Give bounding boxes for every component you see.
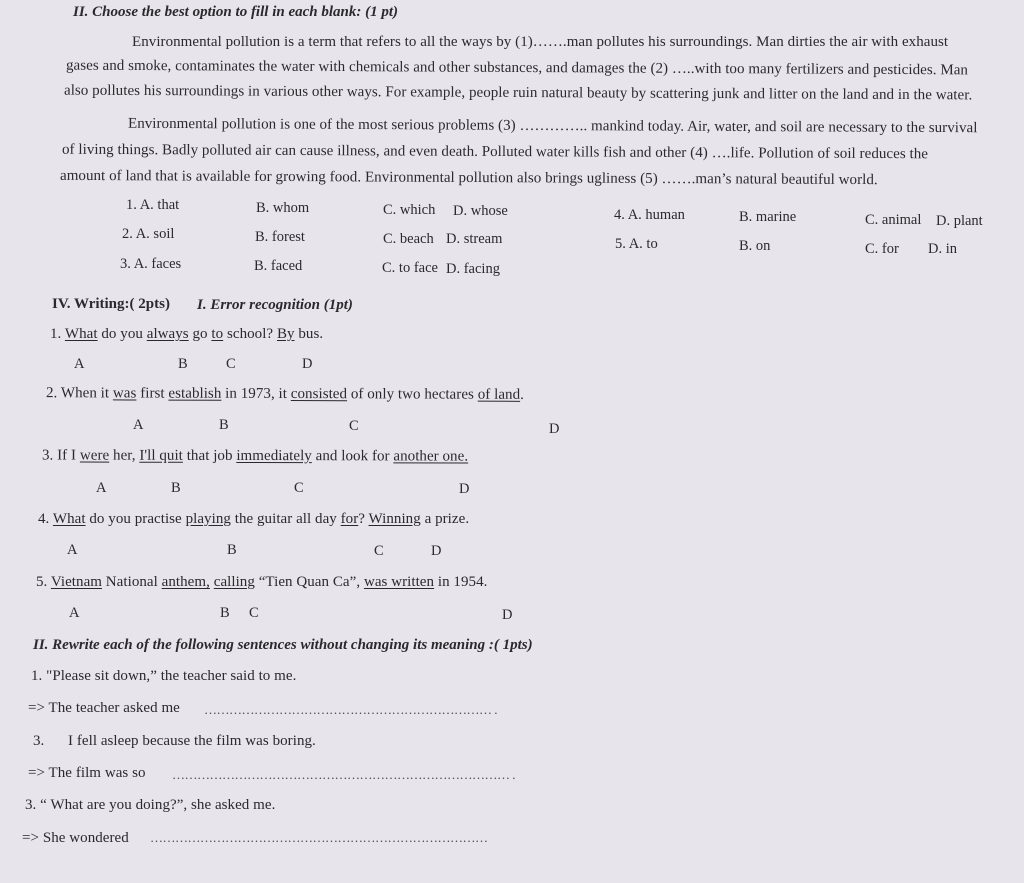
underlined-part-c: for	[340, 511, 359, 527]
passage-line-6: amount of land that is available for growing food. Environmental pollution also brings ugliness (5) …….man’s natural beautiful world.	[59, 167, 878, 189]
rewrite-sentence-1: 1. "Please sit down,” the teacher said to me.	[31, 668, 297, 684]
underlined-part-a: What	[52, 511, 86, 527]
letter-a: A	[133, 417, 144, 433]
rewrite-answer-prompt-3: => She wondered	[22, 830, 129, 846]
option-q4-a: 4. A. human	[614, 207, 685, 223]
option-q4-c: C. animal	[865, 212, 922, 228]
error-recognition-title: I. Error recognition (1pt)	[197, 297, 353, 313]
sentence-text: in 1954.	[434, 574, 488, 590]
underlined-part-b: playing	[185, 511, 231, 527]
rewrite-title-text: II. Rewrite each of the following sentences without changing its meaning :( 1pts)	[33, 637, 533, 653]
underlined-part-a: What	[64, 326, 98, 342]
sentence-text: and look for	[311, 448, 394, 465]
letter-c: C	[294, 480, 304, 496]
option-q2-c: C. beach	[383, 231, 434, 247]
error-sentence-5	[36, 574, 487, 591]
letter-a: A	[67, 542, 78, 558]
letter-b: B	[220, 605, 230, 621]
letter-a: A	[69, 605, 80, 621]
sentence-text: 4.	[38, 511, 53, 527]
sentence-text: of only two hectares	[347, 386, 478, 403]
rewrite-sentence-3: 3. “ What are you doing?”, she asked me.	[25, 797, 276, 813]
sentence-text: bus.	[294, 326, 324, 342]
option-q3-c: C. to face	[382, 260, 438, 276]
underlined-part-a: were	[79, 447, 110, 464]
letter-c: C	[249, 605, 259, 621]
underlined-part-b: anthem,	[161, 574, 210, 590]
underlined-part-d: was written	[363, 574, 435, 590]
error-sentence-4	[38, 511, 469, 528]
option-q2-a: 2. A. soil	[122, 226, 175, 242]
letter-b: B	[171, 480, 181, 496]
sentence-text: .	[520, 386, 524, 403]
passage-line-1: Environmental pollution is a term that refers to all the ways by (1)…….man pollutes his surroundings. Man dirties the air with exhaust	[132, 34, 949, 50]
underlined-part-a: Vietnam	[50, 574, 102, 590]
underlined-part-b: establish	[168, 385, 222, 402]
sentence-text: school?	[223, 326, 277, 342]
letter-a: A	[96, 480, 107, 496]
sentence-text: a prize.	[420, 511, 470, 527]
sentence-text: her,	[109, 447, 140, 464]
sentence-text: go	[188, 326, 212, 342]
underlined-part-a: was	[112, 385, 137, 402]
sentence-text: do you practise	[85, 511, 186, 527]
rewrite-answer-prompt-1: => The teacher asked me	[28, 700, 180, 716]
rewrite-answer-prompt-2: => The film was so	[28, 765, 146, 781]
letter-c: C	[226, 356, 236, 372]
rewrite-sentence-2: I fell asleep because the film was boring.	[68, 733, 316, 749]
sentence-text: in 1973, it	[221, 385, 291, 403]
sentence-text: National	[102, 574, 162, 590]
answer-blank-3[interactable]: ………………………………………………………………………	[150, 830, 488, 845]
sentence-text: 3. If I	[41, 447, 80, 464]
letter-d: D	[431, 543, 442, 559]
option-q3-d: D. facing	[446, 261, 500, 277]
sentence-text: 2. When it	[45, 385, 113, 402]
passage-line-5: of living things. Badly polluted air can cause illness, and even death. Polluted water kills fish and other (4) ….life. Pollution of soil reduces the	[61, 141, 929, 163]
answer-blank-1[interactable]: …………………………………………………………… .	[204, 702, 497, 717]
letter-d: D	[459, 481, 470, 497]
option-q5-a: 5. A. to	[615, 236, 658, 252]
letter-b: B	[227, 542, 237, 558]
letter-c: C	[349, 418, 359, 434]
sentence-text: “Tien Quan Ca”,	[254, 574, 364, 590]
sentence-text: the guitar all day	[230, 511, 341, 527]
option-q1-a: 1. A. that	[126, 197, 180, 213]
letter-d: D	[549, 421, 560, 437]
option-q1-d: D. whose	[453, 203, 508, 219]
option-q1-c: C. which	[383, 202, 436, 218]
underlined-part-c: immediately	[236, 447, 312, 465]
letter-c: C	[374, 543, 384, 559]
underlined-part-b: always	[146, 326, 189, 342]
option-q5-d: D. in	[928, 241, 957, 257]
passage-line-4: Environmental pollution is one of the most serious problems (3) ………….. mankind today. Air, water, and soil are necessary to the survival	[127, 115, 978, 137]
sentence-text: first	[136, 385, 169, 402]
letter-b: B	[219, 417, 229, 433]
option-q4-b: B. marine	[739, 209, 797, 225]
sentence-text: ?	[358, 511, 369, 527]
underlined-part-d: By	[276, 326, 295, 342]
writing-section-title: IV. Writing:( 2pts)	[52, 296, 170, 312]
answer-blank-2[interactable]: ……………………………………………………………………… .	[172, 767, 515, 782]
passage-line-2: gases and smoke, contaminates the water with chemicals and other substances, and damages the (2) …..with too many fertilizers and pesticides. Man	[65, 57, 969, 79]
letter-b: B	[178, 356, 188, 372]
underlined-part-d: another one.	[393, 448, 469, 465]
underlined-part-c: to	[211, 326, 224, 342]
underlined-part-b: I'll quit	[139, 447, 183, 464]
option-q1-b: B. whom	[256, 200, 310, 216]
letter-d: D	[502, 607, 513, 623]
option-q2-d: D. stream	[446, 231, 503, 247]
letter-a: A	[74, 356, 85, 372]
error-sentence-3	[42, 447, 468, 465]
option-q3-b: B. faced	[254, 258, 303, 274]
sentence-text: that job	[182, 447, 237, 464]
passage-line-3: also pollutes his surroundings in various other ways. For example, people ruin natural beauty by scattering junk and litter on the land and in the water.	[63, 82, 973, 104]
rewrite-number-2: 3.	[33, 733, 45, 749]
letter-d: D	[302, 356, 313, 372]
underlined-part-d: Winning	[368, 511, 421, 527]
rewrite-section-title	[33, 637, 533, 654]
option-q5-b: B. on	[739, 238, 771, 254]
underlined-part-c: consisted	[290, 386, 348, 403]
sentence-text: do you	[97, 326, 147, 342]
error-sentence-1	[50, 326, 323, 343]
sentence-text: 5.	[36, 574, 51, 590]
option-q2-b: B. forest	[255, 229, 305, 245]
sentence-text: 1.	[50, 326, 65, 342]
section-title-choose: II. Choose the best option to fill in each blank: (1 pt)	[73, 4, 399, 20]
option-q3-a: 3. A. faces	[120, 256, 182, 272]
option-q4-d: D. plant	[936, 213, 983, 229]
error-sentence-2	[46, 385, 524, 404]
option-q5-c: C. for	[865, 241, 899, 257]
underlined-part-d: of land	[477, 386, 521, 403]
underlined-part-c: calling	[213, 574, 255, 590]
